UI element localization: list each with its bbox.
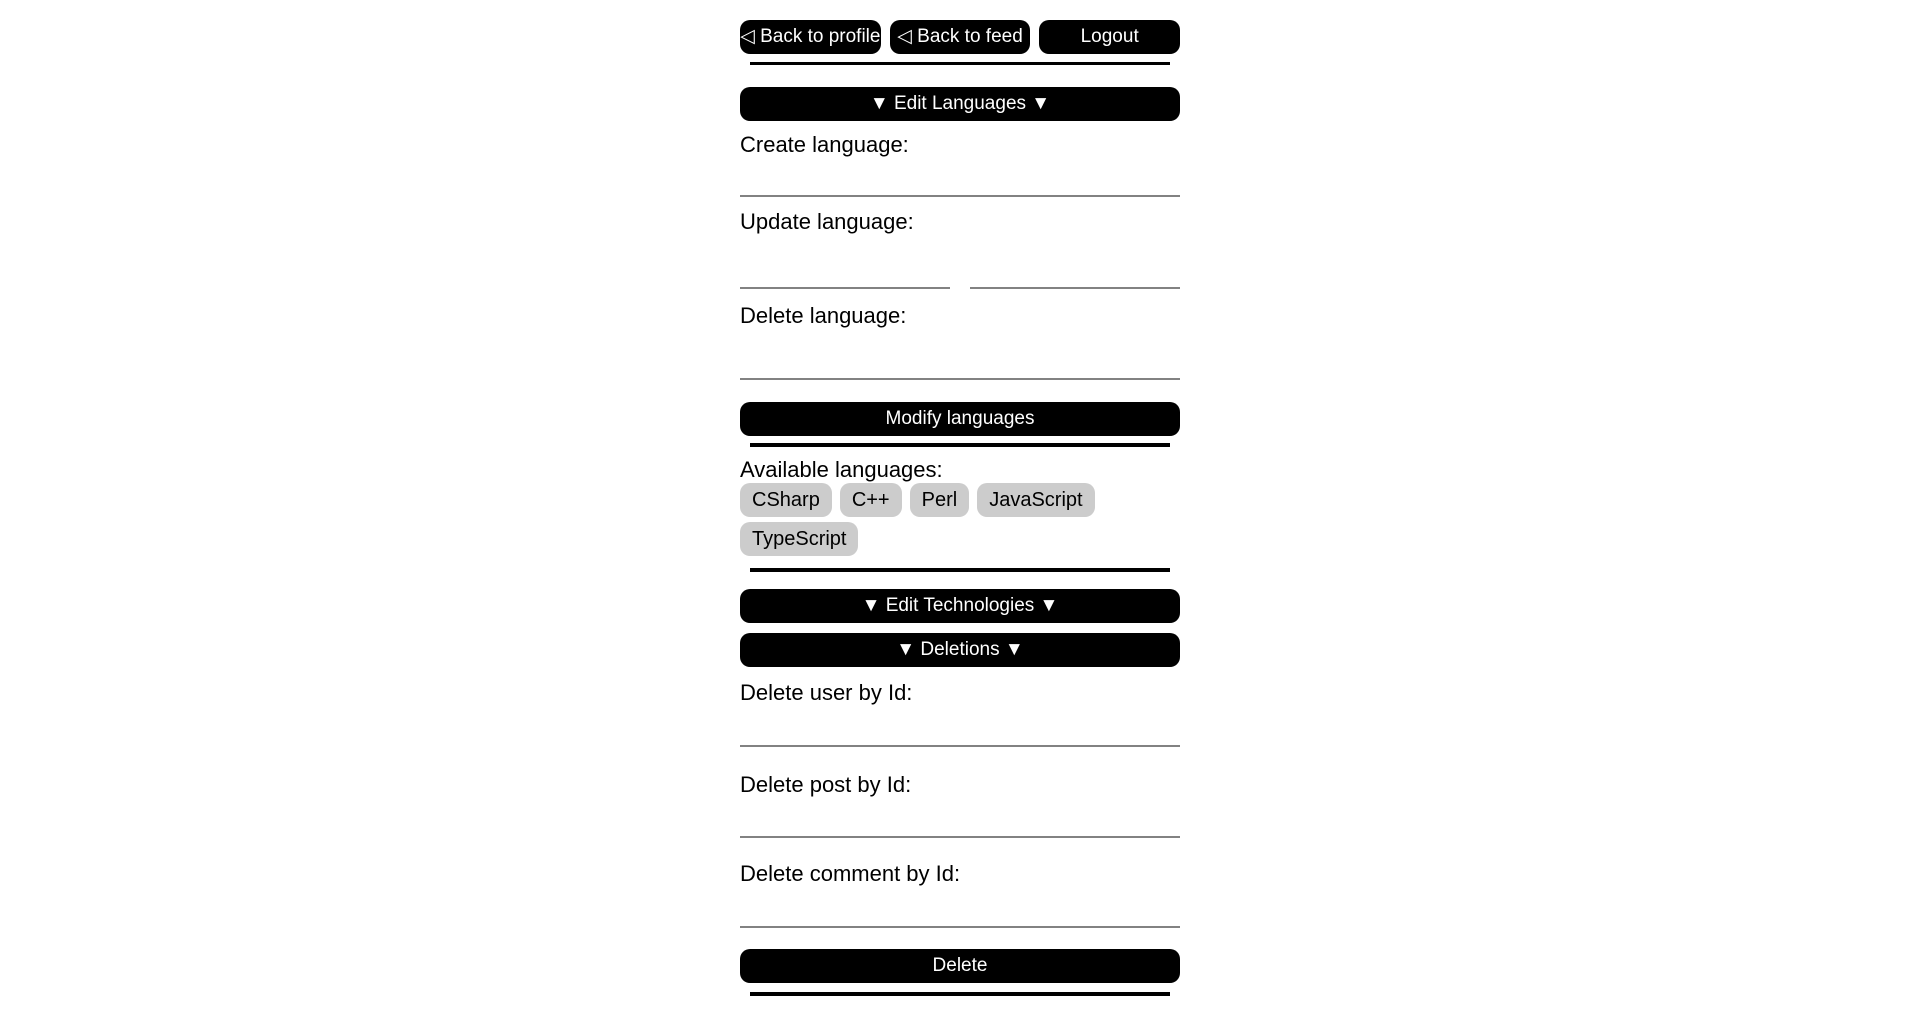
divider — [750, 443, 1170, 447]
delete-comment-input[interactable] — [740, 890, 1180, 928]
delete-user-input[interactable] — [740, 709, 1180, 747]
language-chip[interactable]: C++ — [840, 483, 902, 517]
divider — [750, 568, 1170, 572]
modify-languages-button[interactable]: Modify languages — [740, 402, 1180, 436]
logout-button[interactable]: Logout — [1039, 20, 1180, 54]
divider — [750, 62, 1170, 65]
delete-post-input[interactable] — [740, 800, 1180, 838]
update-language-old-input[interactable] — [740, 251, 950, 289]
delete-post-label: Delete post by Id: — [740, 772, 912, 797]
available-languages-list — [740, 483, 1180, 556]
delete-button[interactable]: Delete — [740, 949, 1180, 983]
language-chip[interactable]: Perl — [910, 483, 970, 517]
create-language-input[interactable] — [740, 159, 1180, 197]
back-to-feed-button[interactable]: ◁ Back to feed — [890, 20, 1031, 54]
update-language-new-input[interactable] — [970, 251, 1180, 289]
language-chip[interactable]: CSharp — [740, 483, 832, 517]
delete-user-label: Delete user by Id: — [740, 680, 913, 705]
top-nav — [740, 20, 1180, 54]
edit-technologies-toggle[interactable]: ▼ Edit Technologies ▼ — [740, 589, 1180, 623]
admin-panel — [740, 0, 1180, 996]
back-to-profile-button[interactable]: ◁ Back to profile — [740, 20, 881, 54]
language-chip[interactable]: JavaScript — [977, 483, 1094, 517]
update-language-row — [740, 251, 1180, 289]
language-chip[interactable]: TypeScript — [740, 522, 858, 556]
available-languages-label: Available languages: — [740, 457, 943, 482]
delete-comment-label: Delete comment by Id: — [740, 861, 961, 886]
update-language-label: Update language: — [740, 209, 914, 234]
create-language-label: Create language: — [740, 132, 909, 157]
deletions-toggle[interactable]: ▼ Deletions ▼ — [740, 633, 1180, 667]
edit-languages-toggle[interactable]: ▼ Edit Languages ▼ — [740, 87, 1180, 121]
delete-language-input[interactable] — [740, 342, 1180, 380]
delete-language-label: Delete language: — [740, 303, 907, 328]
divider — [750, 992, 1170, 996]
